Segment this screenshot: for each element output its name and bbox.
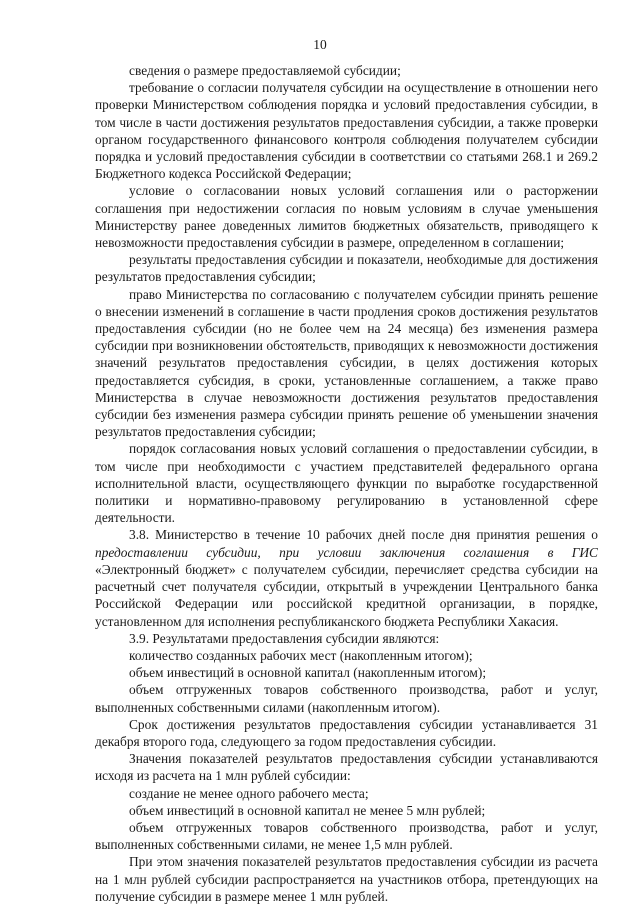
indicator-item-jobs: создание не менее одного рабочего места; — [129, 785, 369, 801]
paragraph-deadline: Срок достижения результатов предоставления субсидии устанавливается 31 декабря второго года, следующего за годом предоставления субсидии. — [95, 716, 598, 749]
paragraph-consent-inspection: требование о согласии получателя субсидии на осуществление в отношении него проверки Министерством соблюдения порядка и условий предоставления субсидии, в том числе в части достижения результатов предоставления субсидии, а также проверки органом государственного финансового контроля соблюдения получателем субсидии порядка и условий предоставления субсидии в соответствии со статьями 268.1 и 269.2 Бюджетного кодекса Российской Федерации; — [95, 80, 598, 182]
clause-3-8-line-1: 3.8. Министерство в течение 10 рабочих дней после дня принятия решения о — [129, 527, 598, 543]
result-item-jobs: количество созданных рабочих мест (накопленным итогом); — [129, 647, 473, 663]
indicator-item-shipped-goods: объем отгруженных товаров собственного производства, работ и услуг, выполненных собственными силами, не менее 1,5 млн рублей. — [95, 819, 598, 853]
result-item-investment: объем инвестиций в основной капитал (накопленным итогом); — [129, 665, 487, 681]
paragraph-small-subsidy: При этом значения показателей результатов предоставления субсидии из расчета на 1 млн рублей субсидии распространяется на участников отбора, претендующих на получение субсидии в размере менее 1 млн рублей. — [95, 854, 598, 904]
clause-3-8-italic-line — [95, 544, 598, 561]
page-number: 10 — [313, 37, 327, 52]
paragraph-new-conditions: условие о согласовании новых условий соглашения или о расторжении соглашения при недостижении согласия по новым условиям в случае уменьшения Министерству ранее доведенных лимитов бюджетных обязательств, приводящего к невозможности предоставления субсидии в размере, определенном в соглашении; — [95, 183, 598, 251]
paragraph-ministry-right: право Министерства по согласованию с получателем субсидии принять решение о внесении изменений в соглашение в части продления сроков достижения результатов предоставления субсидии (но не более чем на 24 месяца) без изменения размера субсидии при возникновении обстоятельств, приводящих к невозможности достижения значений результатов предоставления субсидии, в целях достижения которых предоставляется субсидия, в сроки, установленные соглашением, а также право Министерства в случае невозможности достижения результатов предоставления субсидии без изменения размера субсидии принять решение об уменьшении значения результатов предоставления субсидии; — [95, 286, 598, 440]
paragraph-agreement-procedure: порядок согласования новых условий соглашения о предоставлении субсидии, в том числе при необходимости с участием представителей федерального органа исполнительной власти, осуществляющего функции по выработке государственной политики и нормативно-правовому регулированию в установленной сфере деятельности. — [95, 441, 598, 526]
document-body — [95, 62, 598, 905]
paragraph-subsidy-amount: сведения о размере предоставляемой субсидии; — [129, 63, 401, 78]
indicator-item-investment: объем инвестиций в основной капитал не менее 5 млн рублей; — [129, 802, 486, 818]
paragraph-results-indicators: результаты предоставления субсидии и показатели, необходимые для достижения результатов предоставления субсидии; — [95, 252, 598, 285]
clause-3-8-italic-text: предоставлении субсидии, при условии заключения соглашения в ГИС — [95, 544, 598, 560]
clause-3-9-heading: 3.9. Результатами предоставления субсидии являются: — [129, 630, 440, 646]
paragraph-indicator-values: Значения показателей результатов предоставления субсидии устанавливаются исходя из расчета на 1 млн рублей субсидии: — [95, 751, 598, 784]
clause-3-8-body: «Электронный бюджет» с получателем субсидии, перечисляет средства субсидии на расчетный счет получателя субсидии, открытый в учреждении Центрального банка Российской Федерации или российской кредитной организации, в порядке, установленном для исполнения республиканского бюджета Республики Хакасия. — [95, 561, 598, 629]
result-item-shipped-goods: объем отгруженных товаров собственного производства, работ и услуг, выполненных собственными силами (накопленным итогом). — [95, 682, 598, 715]
